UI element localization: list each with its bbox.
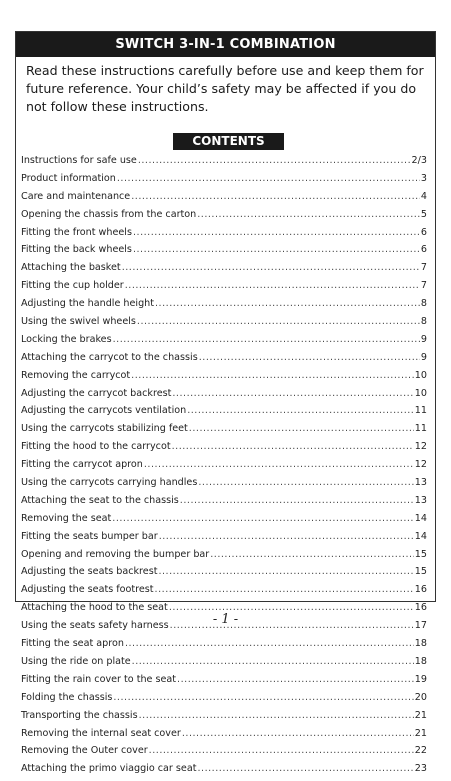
- toc-entry-page: 14: [414, 512, 427, 524]
- toc-leader-dots: [198, 477, 413, 488]
- toc-entry: [21, 763, 427, 781]
- toc-entry: [21, 566, 427, 584]
- toc-entry-title: Attaching the basket: [21, 262, 121, 274]
- toc-entry: [21, 173, 427, 191]
- toc-entry-page: 11: [414, 405, 427, 417]
- toc-entry-page: 9: [420, 333, 427, 345]
- toc-entry-page: 19: [414, 673, 427, 685]
- document-title: SWITCH 3-IN-1 COMBINATION: [16, 32, 435, 57]
- toc-entry-page: 20: [414, 691, 427, 703]
- toc-leader-dots: [182, 728, 414, 739]
- toc-entry-title: Removing the internal seat cover: [21, 727, 181, 739]
- toc-entry-page: 6: [420, 226, 427, 238]
- toc-leader-dots: [187, 405, 414, 416]
- toc-entry-page: 21: [414, 709, 427, 721]
- contents-heading: CONTENTS: [173, 133, 284, 150]
- document-frame: [15, 31, 436, 775]
- table-of-contents: [21, 155, 427, 781]
- toc-entry: [21, 352, 427, 370]
- toc-entry-page: 9: [420, 351, 427, 363]
- toc-entry-page: 4: [420, 190, 427, 202]
- toc-entry-page: 18: [414, 638, 427, 650]
- toc-leader-dots: [172, 388, 413, 399]
- toc-leader-dots: [197, 763, 413, 774]
- toc-entry-title: Fitting the seat apron: [21, 638, 124, 650]
- toc-leader-dots: [131, 191, 420, 202]
- toc-entry: [21, 334, 427, 352]
- toc-entry-title: Folding the chassis: [21, 691, 113, 703]
- toc-entry-page: 5: [420, 208, 427, 220]
- toc-entry-title: Fitting the seats bumper bar: [21, 530, 158, 542]
- toc-entry-page: 8: [420, 298, 427, 310]
- toc-entry: [21, 549, 427, 567]
- toc-entry-title: Fitting the back wheels: [21, 244, 132, 256]
- toc-leader-dots: [172, 441, 414, 452]
- toc-entry: [21, 388, 427, 406]
- toc-entry-title: Transporting the chassis: [21, 709, 138, 721]
- toc-entry-title: Attaching the hood to the seat: [21, 602, 168, 614]
- toc-leader-dots: [133, 244, 420, 255]
- toc-leader-dots: [177, 674, 414, 685]
- toc-leader-dots: [197, 209, 420, 220]
- toc-leader-dots: [113, 692, 413, 703]
- toc-entry: [21, 477, 427, 495]
- toc-entry-page: 18: [414, 655, 427, 667]
- toc-entry-title: Removing the seat: [21, 512, 112, 524]
- toc-leader-dots: [159, 531, 414, 542]
- toc-entry: [21, 692, 427, 710]
- toc-entry: [21, 423, 427, 441]
- toc-entry-title: Instructions for safe use: [21, 155, 137, 166]
- toc-entry: [21, 244, 427, 262]
- toc-entry: [21, 155, 427, 173]
- toc-leader-dots: [137, 316, 420, 327]
- toc-leader-dots: [155, 298, 420, 309]
- toc-entry-page: 15: [414, 548, 427, 560]
- toc-leader-dots: [155, 584, 414, 595]
- toc-leader-dots: [144, 459, 414, 470]
- toc-entry-page: 22: [414, 745, 427, 757]
- toc-entry-page: 6: [420, 244, 427, 256]
- toc-entry: [21, 316, 427, 334]
- toc-entry-title: Attaching the seat to the chassis: [21, 494, 179, 506]
- toc-leader-dots: [132, 656, 414, 667]
- toc-entry-title: Fitting the hood to the carrycot: [21, 441, 171, 453]
- toc-entry-page: 16: [414, 602, 427, 614]
- toc-entry-title: Using the carrycots stabilizing feet: [21, 423, 188, 435]
- toc-entry-page: 7: [420, 262, 427, 274]
- toc-entry-page: 16: [414, 584, 427, 596]
- toc-entry: [21, 513, 427, 531]
- toc-entry-title: Adjusting the carrycots ventilation: [21, 405, 187, 417]
- toc-leader-dots: [189, 423, 414, 434]
- toc-entry: [21, 656, 427, 674]
- toc-entry: [21, 191, 427, 209]
- toc-entry-title: Adjusting the carrycot backrest: [21, 387, 172, 399]
- toc-entry-page: 15: [414, 566, 427, 578]
- toc-entry-title: Care and maintenance: [21, 190, 131, 202]
- toc-leader-dots: [138, 155, 411, 166]
- toc-entry-page: 12: [414, 459, 427, 471]
- toc-leader-dots: [112, 513, 414, 524]
- toc-entry-title: Fitting the cup holder: [21, 280, 124, 292]
- toc-entry-page: 2/3: [411, 155, 427, 166]
- toc-entry: [21, 370, 427, 388]
- toc-entry-page: 11: [414, 423, 427, 435]
- toc-entry: [21, 459, 427, 477]
- toc-entry-page: 8: [420, 316, 427, 328]
- toc-leader-dots: [158, 566, 413, 577]
- toc-entry-title: Product information: [21, 172, 116, 184]
- toc-entry-title: Attaching the carrycot to the chassis: [21, 351, 198, 363]
- toc-leader-dots: [180, 495, 414, 506]
- toc-entry-title: Locking the brakes: [21, 333, 112, 345]
- toc-entry-title: Opening the chassis from the carton: [21, 208, 197, 220]
- toc-leader-dots: [149, 745, 414, 756]
- toc-entry: [21, 280, 427, 298]
- toc-entry: [21, 262, 427, 280]
- toc-entry-title: Attaching the primo viaggio car seat: [21, 763, 197, 775]
- toc-entry-title: Removing the carrycot: [21, 369, 131, 381]
- toc-entry: [21, 441, 427, 459]
- toc-entry: [21, 209, 427, 227]
- toc-entry-page: 12: [414, 441, 427, 453]
- toc-entry-title: Adjusting the seats footrest: [21, 584, 154, 596]
- toc-entry-title: Adjusting the handle height: [21, 298, 154, 310]
- toc-entry-page: 14: [414, 530, 427, 542]
- toc-entry-page: 3: [420, 172, 427, 184]
- toc-entry-page: 10: [414, 387, 427, 399]
- toc-entry-title: Fitting the rain cover to the seat: [21, 673, 177, 685]
- toc-entry: [21, 584, 427, 602]
- toc-entry: [21, 227, 427, 245]
- toc-entry-page: 23: [414, 763, 427, 775]
- toc-entry-title: Fitting the front wheels: [21, 226, 132, 238]
- toc-entry-page: 13: [414, 494, 427, 506]
- toc-entry: [21, 745, 427, 763]
- toc-entry-page: 13: [414, 477, 427, 489]
- toc-entry-title: Using the carrycots carrying handles: [21, 477, 198, 489]
- toc-entry-title: Using the swivel wheels: [21, 316, 136, 328]
- toc-entry-page: 10: [414, 369, 427, 381]
- toc-entry: [21, 710, 427, 728]
- toc-entry-title: Adjusting the seats backrest: [21, 566, 158, 578]
- toc-entry-page: 17: [414, 620, 427, 632]
- toc-leader-dots: [210, 549, 414, 560]
- toc-entry: [21, 298, 427, 316]
- toc-entry: [21, 728, 427, 746]
- toc-entry-title: Using the ride on plate: [21, 655, 131, 667]
- toc-leader-dots: [125, 280, 420, 291]
- page-number: - 1 -: [212, 612, 239, 627]
- toc-leader-dots: [131, 370, 414, 381]
- toc-entry-title: Fitting the carrycot apron: [21, 459, 143, 471]
- toc-entry-title: Opening and removing the bumper bar: [21, 548, 210, 560]
- toc-leader-dots: [113, 334, 420, 345]
- toc-leader-dots: [139, 710, 414, 721]
- toc-entry: [21, 495, 427, 513]
- toc-entry: [21, 405, 427, 423]
- toc-leader-dots: [122, 262, 420, 273]
- toc-entry: [21, 674, 427, 692]
- toc-entry-title: Removing the Outer cover: [21, 745, 148, 757]
- intro-paragraph: Read these instructions carefully before use and keep them for future reference. Your child’s safety may be affected if you do not follow these instructions.: [26, 63, 424, 114]
- toc-entry-page: 21: [414, 727, 427, 739]
- toc-entry: [21, 638, 427, 656]
- toc-entry-title: Using the seats safety harness: [21, 620, 169, 632]
- toc-leader-dots: [117, 173, 420, 184]
- toc-entry: [21, 531, 427, 549]
- toc-leader-dots: [199, 352, 420, 363]
- toc-entry-page: 7: [420, 280, 427, 292]
- toc-leader-dots: [133, 227, 420, 238]
